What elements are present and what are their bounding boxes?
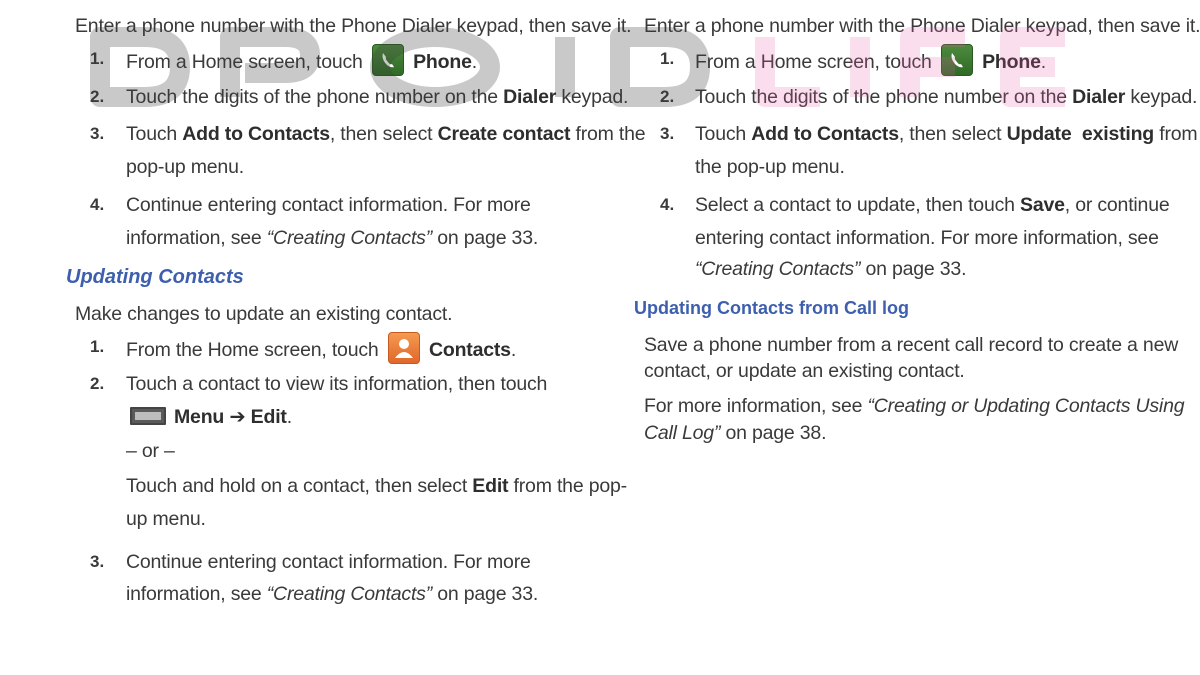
watermark-text: DROIDLIFE	[60, 22, 66, 23]
step-text-continuation: entering contact information. For more information, see	[695, 227, 1159, 249]
section-heading: Updating Contacts from Call log	[634, 298, 910, 318]
paragraph-text	[644, 421, 826, 445]
step-text-part: Touch	[695, 123, 747, 145]
step-text-part: keypad.	[1130, 86, 1198, 108]
step-text-part: .	[1040, 51, 1046, 74]
step-text-part: Touch	[126, 123, 178, 145]
step-text-part: From the Home screen, touch	[126, 339, 379, 362]
contacts-icon	[388, 332, 420, 364]
step-number: 4.	[90, 195, 105, 214]
paragraph-text-part: on page 38.	[725, 422, 827, 444]
step-bold: Phone	[982, 51, 1041, 74]
step-text: Touch a contact to view its information, then touch	[126, 373, 548, 395]
step-bold: Update existing	[1006, 123, 1155, 145]
step-bold: Create contact	[437, 123, 571, 145]
step-text-continuation	[126, 405, 292, 429]
step-text-continuation: up menu.	[126, 508, 206, 530]
paragraph-text: Save a phone number from a recent call record to create a new	[644, 334, 1179, 356]
step-bold: Save	[1020, 194, 1065, 216]
step-number: 1.	[660, 49, 675, 68]
step-text-part: .	[510, 339, 517, 362]
section-heading: Updating Contacts	[66, 266, 244, 288]
step-text-part: from the pop-	[513, 475, 627, 497]
paragraph-text	[644, 394, 1184, 418]
step-bold: Contacts	[428, 339, 511, 362]
step-number: 3.	[90, 552, 105, 571]
step-text-continuation: the pop-up menu.	[695, 156, 845, 178]
step-text	[695, 47, 1046, 79]
phone-icon	[941, 44, 973, 76]
step-text	[126, 47, 477, 79]
step-text-continuation: pop-up menu.	[126, 156, 244, 178]
step-bold: Edit	[472, 475, 509, 497]
cross-reference-link: “Creating Contacts”	[266, 583, 433, 605]
step-bold: Dialer	[503, 86, 557, 108]
step-text	[126, 122, 645, 146]
step-bold: Add to Contacts	[751, 123, 899, 145]
step-text	[126, 335, 516, 367]
step-bold: Phone	[413, 51, 472, 74]
section-intro: Make changes to update an existing contact.	[75, 303, 453, 325]
step-text-continuation	[126, 226, 538, 250]
step-number: 2.	[660, 87, 675, 106]
step-text	[695, 85, 1197, 109]
paragraph-text-part: For more information, see	[644, 395, 863, 417]
step-text-continuation	[695, 257, 966, 281]
or-separator: – or –	[126, 440, 175, 462]
step-bold: Menu ➔ Edit	[174, 406, 287, 428]
step-text-part: , or continue	[1064, 194, 1170, 216]
step-text-part: From a Home screen, touch	[695, 51, 932, 74]
step-number: 2.	[90, 374, 105, 393]
step-number: 2.	[90, 87, 105, 106]
step-text-part: From a Home screen, touch	[126, 51, 363, 74]
step-text: Continue entering contact information. For more	[126, 194, 531, 216]
step-number: 1.	[90, 49, 105, 68]
step-number: 4.	[660, 195, 675, 214]
step-text-part: on page 33.	[437, 583, 539, 605]
cross-reference-link: “Creating Contacts”	[695, 258, 861, 280]
step-text: Continue entering contact information. For more	[126, 551, 531, 573]
cross-reference-link: Call Log”	[644, 422, 721, 444]
step-text-part: from	[1159, 123, 1198, 145]
step-text-part: Touch the digits of the phone number on the	[126, 86, 498, 108]
step-text-part: on page 33.	[437, 227, 539, 249]
step-bold: Dialer	[1072, 86, 1126, 108]
step-text-part: keypad.	[561, 86, 629, 108]
step-number: 3.	[660, 124, 675, 143]
step-number: 3.	[90, 124, 105, 143]
intro-text: Enter a phone number with the Phone Dialer keypad, then save it.	[644, 15, 1200, 37]
step-text-part: Touch the digits of the phone number on the	[695, 86, 1067, 108]
step-text-continuation	[126, 474, 627, 498]
step-text-part: .	[286, 406, 292, 428]
step-text-part: Touch and hold on a contact, then select	[126, 475, 468, 497]
intro-text: Enter a phone number with the Phone Dialer keypad, then save it.	[75, 15, 632, 37]
menu-icon	[130, 407, 166, 425]
step-text-part: .	[471, 51, 477, 74]
cross-reference-link: “Creating or Updating Contacts Using	[867, 395, 1185, 417]
step-text	[695, 122, 1197, 146]
step-text-part: information, see	[126, 583, 262, 605]
step-text-part: on page 33.	[865, 258, 967, 280]
step-text-part: , then select	[329, 123, 433, 145]
step-bold: Add to Contacts	[182, 123, 330, 145]
phone-icon	[372, 44, 404, 76]
step-number: 1.	[90, 337, 105, 356]
step-text-part: information, see	[126, 227, 262, 249]
step-text	[695, 193, 1169, 217]
step-text-part: from the	[575, 123, 646, 145]
step-text	[126, 85, 628, 109]
paragraph-text: contact, or update an existing contact.	[644, 360, 965, 382]
step-text-part: , then select	[898, 123, 1002, 145]
cross-reference-link: “Creating Contacts”	[266, 227, 433, 249]
step-text-part: Select a contact to update, then touch	[695, 194, 1015, 216]
step-text-continuation	[126, 582, 538, 606]
